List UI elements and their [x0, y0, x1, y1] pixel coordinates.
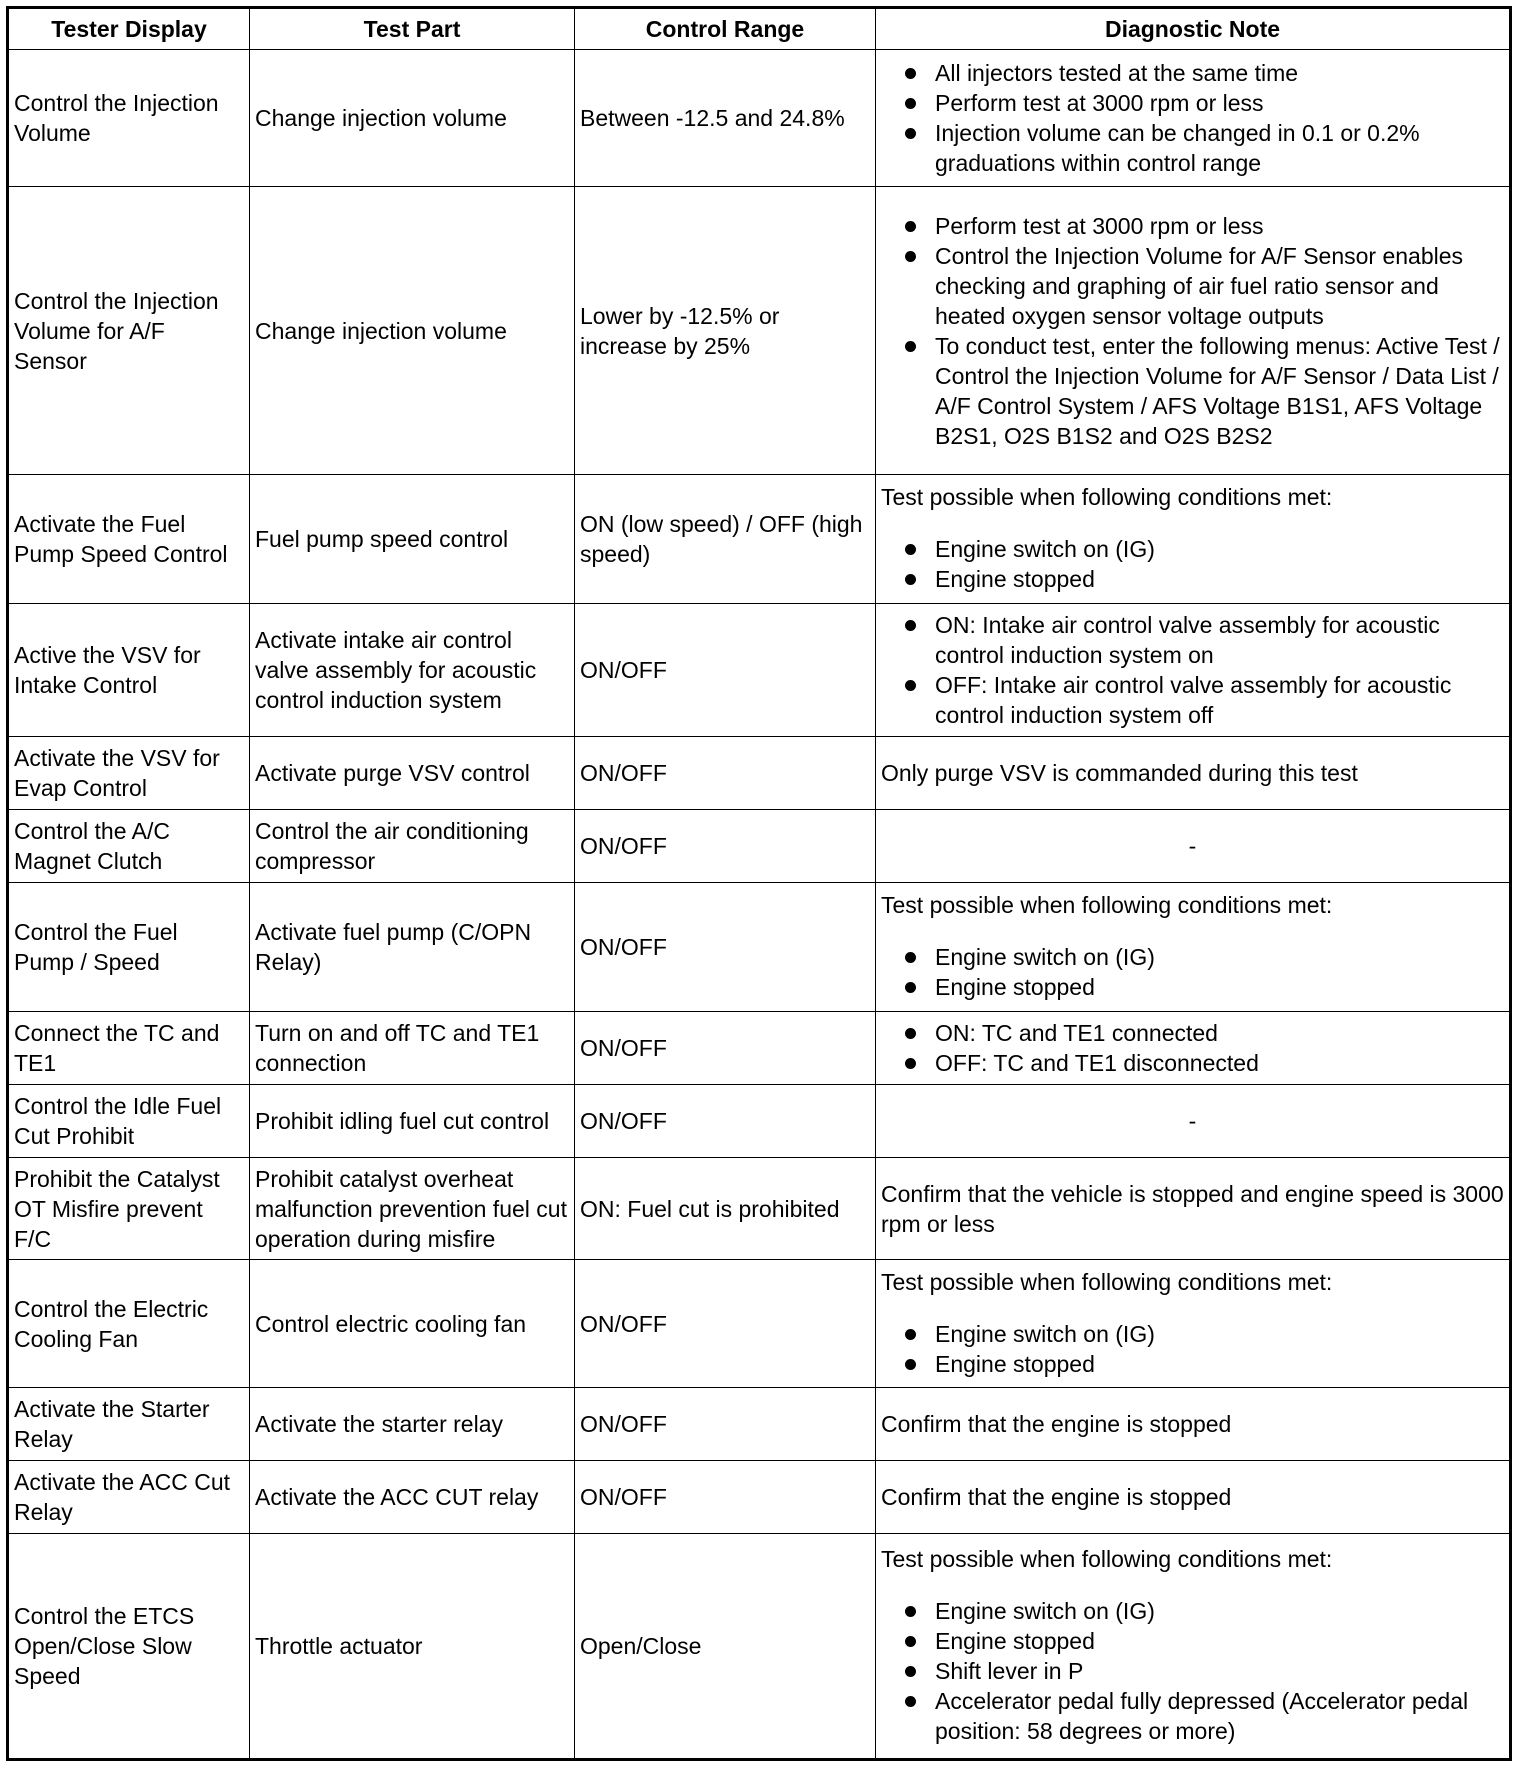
- note-bullet-item: Injection volume can be changed in 0.1 or 0.2% graduations within control range: [885, 118, 1504, 178]
- control-range-cell: ON (low speed) / OFF (high speed): [575, 475, 876, 604]
- note-bullet-item: Engine stopped: [885, 972, 1504, 1002]
- note-bullet-item: Engine switch on (IG): [885, 1319, 1504, 1349]
- table-row: [8, 604, 1511, 737]
- note-bullet-list: [881, 58, 1504, 178]
- diagnostic-note-cell: Confirm that the vehicle is stopped and engine speed is 3000 rpm or less: [876, 1158, 1511, 1260]
- table-row: [8, 50, 1511, 187]
- note-bullet-item: Engine switch on (IG): [885, 534, 1504, 564]
- tester-display-cell: Active the VSV for Intake Control: [8, 604, 250, 737]
- note-intro: Test possible when following conditions met:: [881, 892, 1333, 918]
- tester-display-cell: Prohibit the Catalyst OT Misfire prevent F/C: [8, 1158, 250, 1260]
- test-part-cell: Activate fuel pump (C/OPN Relay): [250, 883, 575, 1012]
- note-bullet-item: ON: TC and TE1 connected: [885, 1018, 1504, 1048]
- tester-display-cell: Control the Fuel Pump / Speed: [8, 883, 250, 1012]
- note-bullet-item: OFF: TC and TE1 disconnected: [885, 1048, 1504, 1078]
- control-range-cell: ON/OFF: [575, 810, 876, 883]
- table-body: [8, 50, 1511, 1760]
- tester-display-cell: Activate the Fuel Pump Speed Control: [8, 475, 250, 604]
- diagnostic-note-cell: Confirm that the engine is stopped: [876, 1461, 1511, 1534]
- tester-display-cell: Connect the TC and TE1: [8, 1012, 250, 1085]
- table-row: [8, 1012, 1511, 1085]
- test-part-cell: Activate intake air control valve assembly for acoustic control induction system: [250, 604, 575, 737]
- tester-display-cell: Control the A/C Magnet Clutch: [8, 810, 250, 883]
- header-tester-display: Tester Display: [8, 8, 250, 50]
- header-test-part: Test Part: [250, 8, 575, 50]
- test-part-cell: Change injection volume: [250, 187, 575, 475]
- note-bullet-list: [881, 1319, 1504, 1379]
- note-bullet-item: To conduct test, enter the following menus: Active Test / Control the Injection Volume for A/F Sensor / Data List / A/F Control System / AFS Voltage B1S1, AFS Voltage B2S1, O2S B1S2 and O2S B2S2: [885, 331, 1504, 451]
- test-part-cell: Activate the ACC CUT relay: [250, 1461, 575, 1534]
- tester-display-cell: Control the Injection Volume for A/F Sensor: [8, 187, 250, 475]
- table-row: [8, 1260, 1511, 1388]
- tester-display-cell: Control the Injection Volume: [8, 50, 250, 187]
- tester-display-cell: Control the ETCS Open/Close Slow Speed: [8, 1534, 250, 1760]
- diagnostic-note-cell: [876, 1534, 1511, 1760]
- note-bullet-item: Perform test at 3000 rpm or less: [885, 88, 1504, 118]
- note-bullet-item: OFF: Intake air control valve assembly for acoustic control induction system off: [885, 670, 1504, 730]
- test-part-cell: Turn on and off TC and TE1 connection: [250, 1012, 575, 1085]
- note-bullet-list: [881, 211, 1504, 451]
- note-bullet-item: Perform test at 3000 rpm or less: [885, 211, 1504, 241]
- control-range-cell: ON/OFF: [575, 883, 876, 1012]
- control-range-cell: ON/OFF: [575, 1260, 876, 1388]
- diagnostic-note-cell: [876, 604, 1511, 737]
- note-intro: Test possible when following conditions met:: [881, 484, 1333, 510]
- table-row: [8, 1461, 1511, 1534]
- table-row: [8, 1158, 1511, 1260]
- diagnostic-note-cell: [876, 50, 1511, 187]
- control-range-cell: ON/OFF: [575, 1388, 876, 1461]
- test-part-cell: Prohibit catalyst overheat malfunction prevention fuel cut operation during misfire: [250, 1158, 575, 1260]
- header-control-range: Control Range: [575, 8, 876, 50]
- note-bullet-item: Control the Injection Volume for A/F Sensor enables checking and graphing of air fuel ratio sensor and heated oxygen sensor voltage outputs: [885, 241, 1504, 331]
- test-part-cell: Prohibit idling fuel cut control: [250, 1085, 575, 1158]
- diagnostic-note-cell: [876, 1012, 1511, 1085]
- test-part-cell: Throttle actuator: [250, 1534, 575, 1760]
- note-bullet-item: Accelerator pedal fully depressed (Accelerator pedal position: 58 degrees or more): [885, 1686, 1504, 1746]
- note-bullet-item: Engine switch on (IG): [885, 942, 1504, 972]
- control-range-cell: ON/OFF: [575, 1085, 876, 1158]
- diagnostic-note-cell: -: [876, 1085, 1511, 1158]
- table-row: [8, 883, 1511, 1012]
- table-row: [8, 737, 1511, 810]
- header-diagnostic-note: Diagnostic Note: [876, 8, 1511, 50]
- table-row: [8, 1085, 1511, 1158]
- note-bullet-item: All injectors tested at the same time: [885, 58, 1504, 88]
- control-range-cell: Open/Close: [575, 1534, 876, 1760]
- note-bullet-list: [881, 610, 1504, 730]
- note-bullet-item: Engine stopped: [885, 1349, 1504, 1379]
- table-row: [8, 1388, 1511, 1461]
- control-range-cell: Between -12.5 and 24.8%: [575, 50, 876, 187]
- control-range-cell: ON/OFF: [575, 737, 876, 810]
- note-bullet-item: ON: Intake air control valve assembly for acoustic control induction system on: [885, 610, 1504, 670]
- control-range-cell: ON/OFF: [575, 1012, 876, 1085]
- note-bullet-item: Engine switch on (IG): [885, 1596, 1504, 1626]
- diagnostic-note-cell: Confirm that the engine is stopped: [876, 1388, 1511, 1461]
- note-bullet-list: [881, 942, 1504, 1002]
- active-test-table: [6, 6, 1512, 1761]
- note-bullet-list: [881, 534, 1504, 594]
- table-row: [8, 187, 1511, 475]
- tester-display-cell: Activate the Starter Relay: [8, 1388, 250, 1461]
- control-range-cell: ON: Fuel cut is prohibited: [575, 1158, 876, 1260]
- table-row: [8, 1534, 1511, 1760]
- note-bullet-item: Shift lever in P: [885, 1656, 1504, 1686]
- diagnostic-note-cell: [876, 187, 1511, 475]
- diagnostic-note-cell: -: [876, 810, 1511, 883]
- control-range-cell: ON/OFF: [575, 1461, 876, 1534]
- control-range-cell: ON/OFF: [575, 604, 876, 737]
- header-row: [8, 8, 1511, 50]
- note-bullet-list: [881, 1018, 1504, 1078]
- test-part-cell: Control electric cooling fan: [250, 1260, 575, 1388]
- test-part-cell: Change injection volume: [250, 50, 575, 187]
- note-bullet-list: [881, 1596, 1504, 1746]
- control-range-cell: Lower by -12.5% or increase by 25%: [575, 187, 876, 475]
- test-part-cell: Control the air conditioning compressor: [250, 810, 575, 883]
- tester-display-cell: Control the Electric Cooling Fan: [8, 1260, 250, 1388]
- test-part-cell: Activate the starter relay: [250, 1388, 575, 1461]
- tester-display-cell: Activate the ACC Cut Relay: [8, 1461, 250, 1534]
- note-bullet-item: Engine stopped: [885, 564, 1504, 594]
- diagnostic-note-cell: [876, 1260, 1511, 1388]
- diagnostic-note-cell: [876, 475, 1511, 604]
- tester-display-cell: Activate the VSV for Evap Control: [8, 737, 250, 810]
- note-intro: Test possible when following conditions met:: [881, 1546, 1333, 1572]
- table-row: [8, 475, 1511, 604]
- diagnostic-note-cell: [876, 883, 1511, 1012]
- test-part-cell: Fuel pump speed control: [250, 475, 575, 604]
- tester-display-cell: Control the Idle Fuel Cut Prohibit: [8, 1085, 250, 1158]
- test-part-cell: Activate purge VSV control: [250, 737, 575, 810]
- note-bullet-item: Engine stopped: [885, 1626, 1504, 1656]
- diagnostic-note-cell: Only purge VSV is commanded during this test: [876, 737, 1511, 810]
- table-row: [8, 810, 1511, 883]
- note-intro: Test possible when following conditions met:: [881, 1268, 1333, 1295]
